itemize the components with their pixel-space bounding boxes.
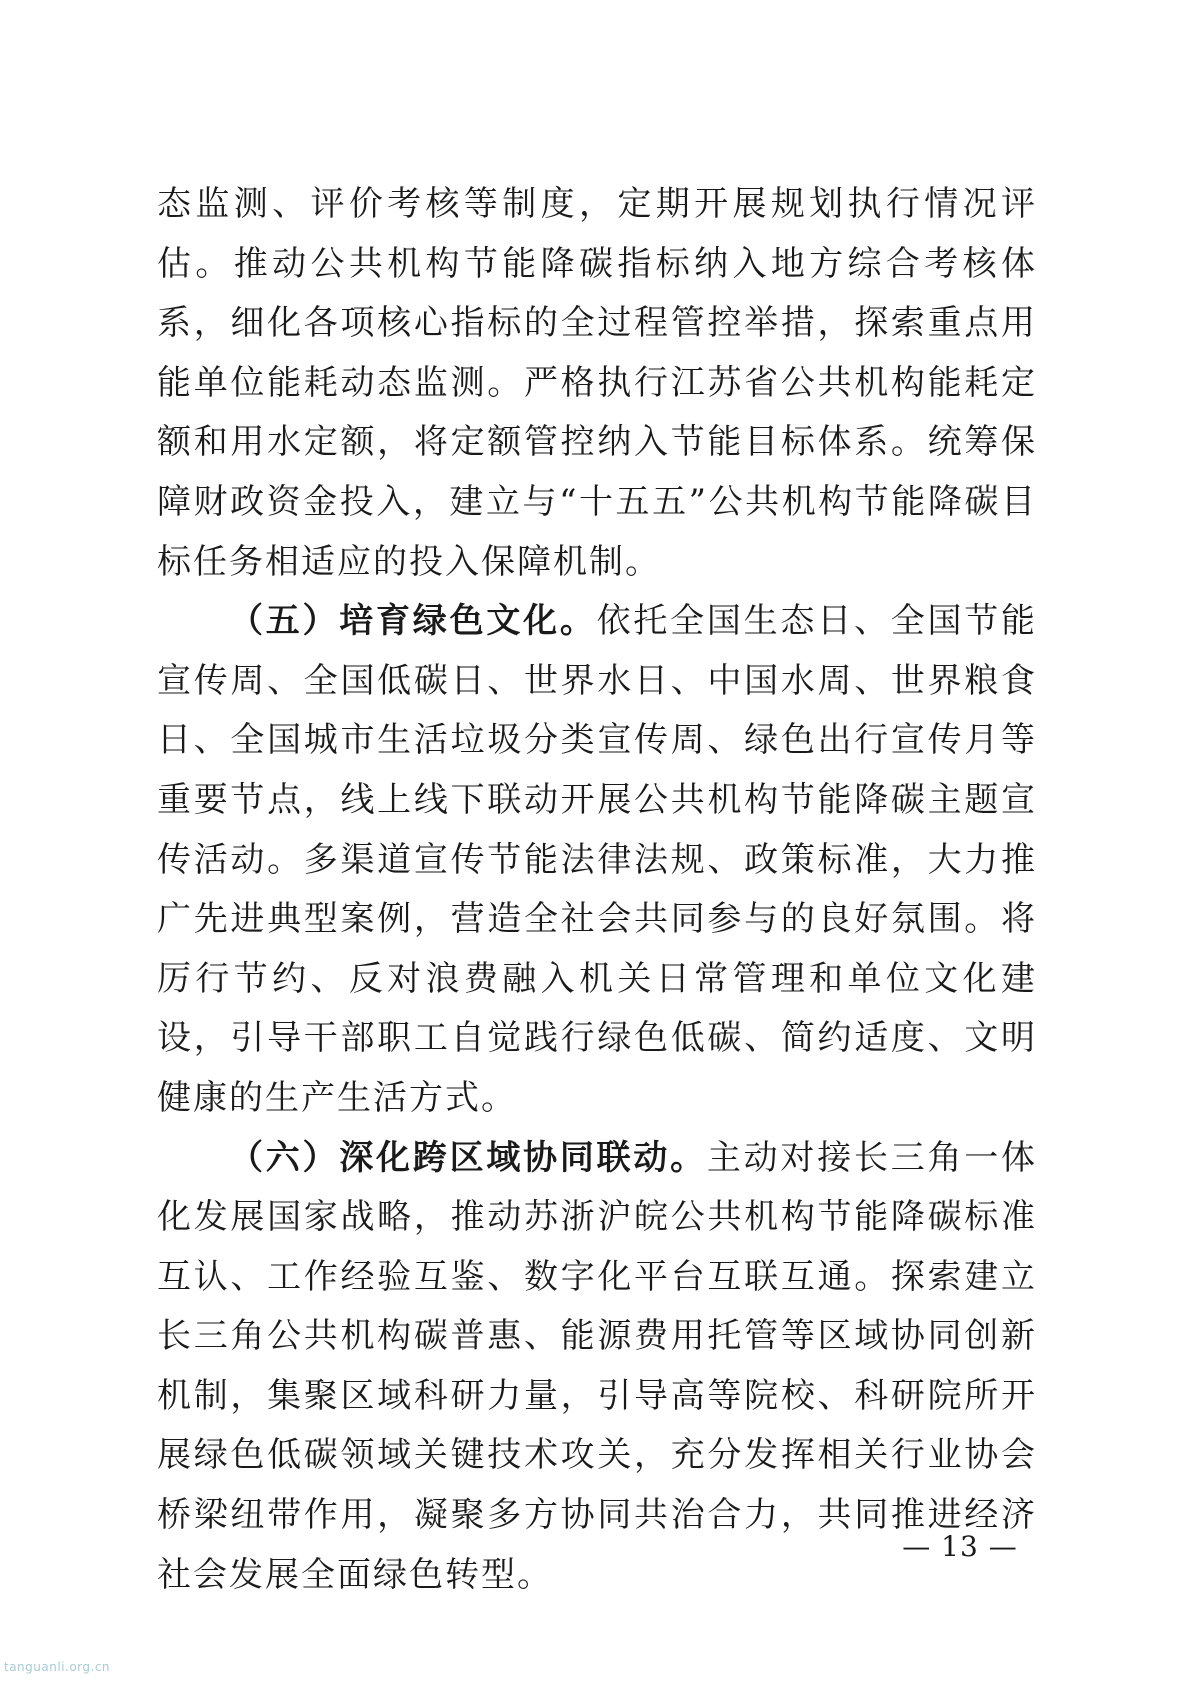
paragraph-text: 主动对接长三角一体化发展国家战略，推动苏浙沪皖公共机构节能降碳标准互认、工作经验互鉴、数字化平台互联互通。探索建立长三角公共机构碳普惠、能源费用托管等区域协同创新机制，集聚区域科研力量，引导高等院校、科研院所开展绿色低碳领域关键技术攻关，充分发挥相关行业协会桥梁纽带作用，凝聚多方协同共治合力，共同推进经济社会发展全面绿色转型。 [157, 1137, 1038, 1595]
page-number: — 13 — [902, 1530, 1018, 1563]
section-heading-regional-coordination: （六）深化跨区域协同联动。 [229, 1137, 707, 1178]
paragraph-text: 依托全国生态日、全国节能宣传周、全国低碳日、世界水日、中国水周、世界粮食日、全国城市生活垃圾分类宣传周、绿色出行宣传月等重要节点，线上线下联动开展公共机构节能降碳主题宣传活动。多渠道宣传节能法律法规、政策标准，大力推广先进典型案例，营造全社会共同参与的良好氛围。将厉行节约、反对浪费融入机关日常管理和单位文化建设，引导干部职工自觉践行绿色低碳、简约适度、文明健康的生产生活方式。 [157, 601, 1038, 1118]
section-heading-green-culture: （五）培育绿色文化。 [229, 601, 597, 642]
body-text [157, 175, 1037, 1605]
paragraph-green-culture [157, 592, 1037, 1128]
watermark: tanguanli.org.cn [4, 1660, 111, 1674]
paragraph-continuation [157, 175, 1037, 592]
paragraph-text: 态监测、评价考核等制度，定期开展规划执行情况评估。推动公共机构节能降碳指标纳入地方综合考核体系，细化各项核心指标的全过程管控举措，探索重点用能单位能耗动态监测。严格执行江苏省公共机构能耗定额和用水定额，将定额管控纳入节能目标体系。统筹保障财政资金投入，建立与“十五五”公共机构节能降碳目标任务相适应的投入保障机制。 [157, 184, 1037, 582]
